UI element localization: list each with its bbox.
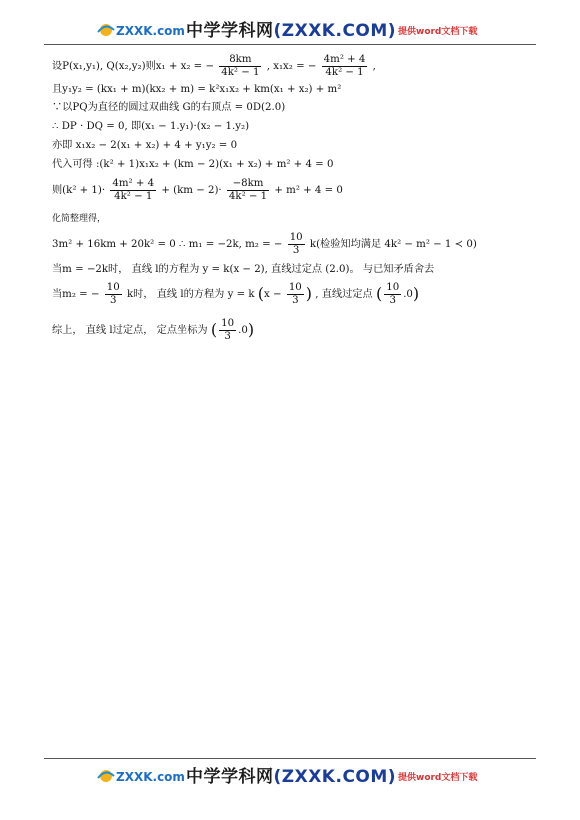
line-1: 设P(x₁,y₁), Q(x₂,y₂)则x₁ + x₂ = − $\frac{8km}{\text{4k² − 1}}$ , x₁x₂ = − $\frac{\text{4m² + 4}}{\text{4k² − 1}}$ , xyxy=(52,54,376,78)
fraction: $\frac{10}{3}$ xyxy=(386,282,400,306)
svg-text:ZXXK.com: ZXXK.com xyxy=(116,24,185,38)
site-domain: (ZXXK.COM) xyxy=(273,767,397,787)
fraction: $\frac{8km}{\text{4k² − 1}}$ xyxy=(221,54,260,78)
site-title xyxy=(186,762,396,787)
line-10: 当m = −2k时， 直线 l的方程为 y = k(x − 2), 直线过定点 (2.0)。 与已知矛盾舍去 xyxy=(52,264,435,275)
zxxk-logo-icon xyxy=(96,18,185,42)
line-12: 综上， 直线 l过定点， 定点坐标为 ( $\frac{10}{3}$ .0) xyxy=(52,318,255,342)
fraction: $\frac{10}{3}$ xyxy=(288,282,302,306)
fraction: $\frac{\text{4m² + 4}}{\text{4k² − 1}}$ xyxy=(112,178,155,202)
site-title xyxy=(186,16,396,41)
download-link[interactable]: 提供word文档下载 xyxy=(398,27,478,37)
line-9: 3m² + 16km + 20k² = 0 ∴ m₁ = −2k, m₂ = − $\frac{10}{3}$ k(检验知均满足 4k² − m² − 1 ≺ 0) xyxy=(52,232,477,256)
footer-divider xyxy=(44,758,536,759)
line-4: ∴ DP · DQ = 0, 即(x₁ − 1.y₁)·(x₂ − 1.y₂) xyxy=(52,121,250,132)
header-divider xyxy=(44,44,536,45)
fraction: $\frac{10}{3}$ xyxy=(221,318,235,342)
svg-text:ZXXK.com: ZXXK.com xyxy=(116,770,185,784)
line-3: ∵以PQ为直径的圆过双曲线 G的右顶点 = 0D(2.0) xyxy=(52,102,286,113)
download-link[interactable]: 提供word文档下载 xyxy=(398,773,478,783)
line-7: 则(k² + 1)· $\frac{\text{4m² + 4}}{\text{4k² − 1}}$ + (km − 2)· $\frac{-8km}{\text{4k² − 1}}$ + m² + 4 = 0 xyxy=(52,178,343,202)
site-name: 中学学科网 xyxy=(186,767,274,787)
line-2: 且y₁y₂ = (kx₁ + m)(kx₂ + m) = k²x₁x₂ + km(x₁ + x₂) + m² xyxy=(52,84,342,95)
site-domain: (ZXXK.COM) xyxy=(273,21,397,41)
line-5: 亦即 x₁x₂ − 2(x₁ + x₂) + 4 + y₁y₂ = 0 xyxy=(52,140,238,151)
line-8: 化简整理得， xyxy=(52,214,107,224)
line-11: 当m₂ = − $\frac{10}{3}$ k时， 直线 l的方程为 y = k (x − $\frac{10}{3}$ ) , 直线过定点 ( $\frac{10}{3}$ .0) xyxy=(52,282,420,306)
site-name: 中学学科网 xyxy=(186,21,274,41)
zxxk-logo-icon xyxy=(96,764,185,788)
line-6: 代入可得 :(k² + 1)x₁x₂ + (km − 2)(x₁ + x₂) + m² + 4 = 0 xyxy=(52,159,334,170)
fraction: $\frac{\text{4m² + 4}}{\text{4k² − 1}}$ xyxy=(323,54,366,78)
page-footer xyxy=(0,762,580,794)
fraction: $\frac{10}{3}$ xyxy=(289,232,303,256)
fraction: $\frac{10}{3}$ xyxy=(106,282,120,306)
fraction: $\frac{-8km}{\text{4k² − 1}}$ xyxy=(228,178,268,202)
